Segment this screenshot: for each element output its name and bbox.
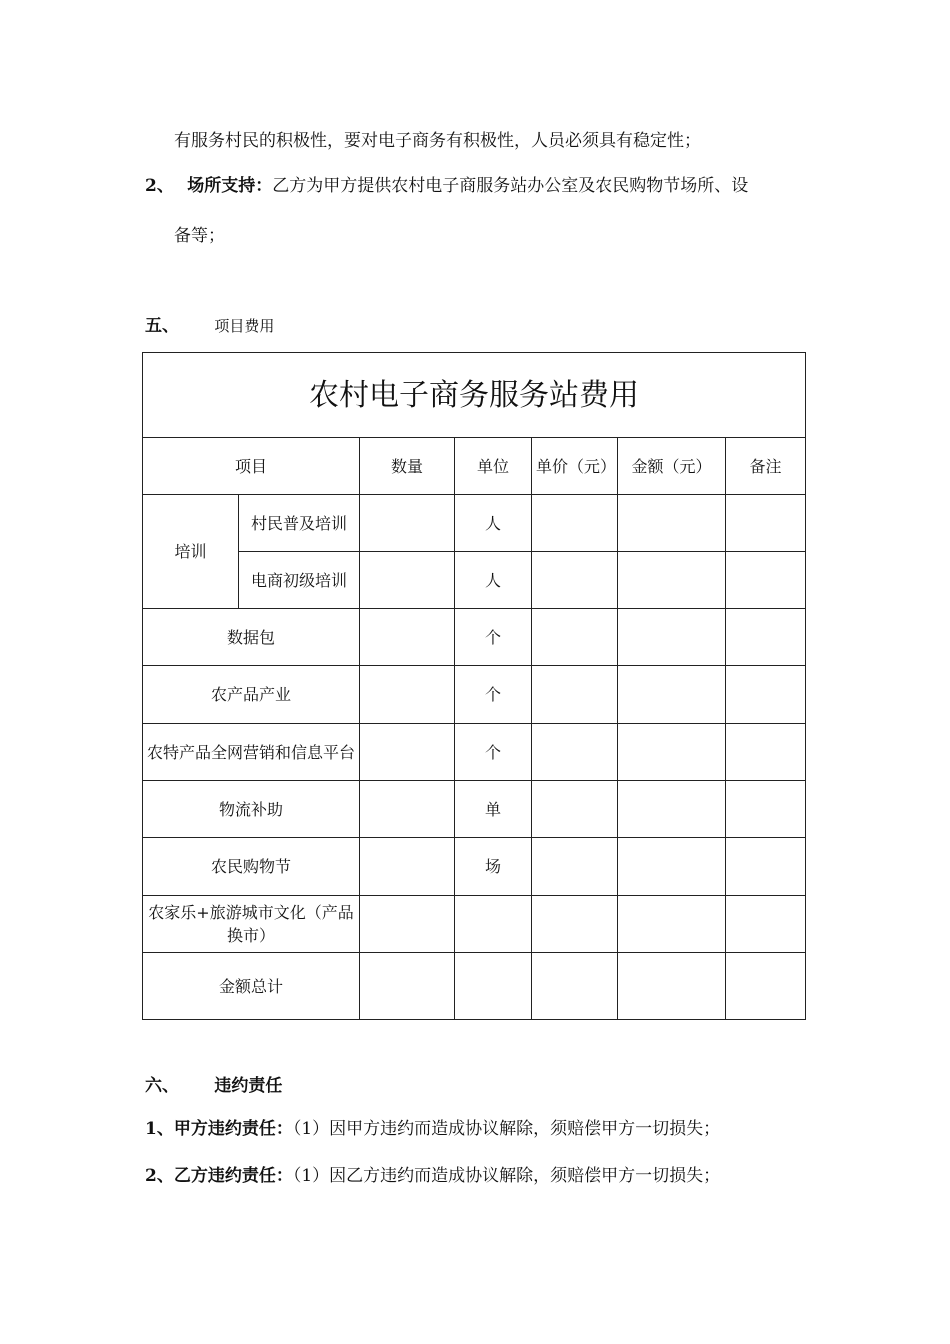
clause-party-b-liability bbox=[145, 1161, 720, 1186]
item-cell: 村民普及培训 bbox=[239, 495, 360, 552]
note-cell bbox=[726, 666, 806, 724]
unit-cell: 个 bbox=[455, 609, 532, 666]
table-row bbox=[143, 896, 806, 953]
unit-cell bbox=[455, 953, 532, 1020]
table-row bbox=[143, 609, 806, 666]
section-heading-6 bbox=[145, 1071, 282, 1096]
table-row bbox=[143, 838, 806, 896]
fee-table bbox=[142, 352, 806, 1020]
price-cell bbox=[532, 666, 618, 724]
table-row-total bbox=[143, 953, 806, 1020]
note-cell bbox=[726, 953, 806, 1020]
clause-text: （1）因甲方违约而造成协议解除，须赔偿甲方一切损失； bbox=[292, 1119, 721, 1139]
amount-cell bbox=[618, 552, 726, 609]
price-cell bbox=[532, 781, 618, 838]
clause-party-a-liability bbox=[145, 1114, 720, 1139]
unit-cell: 单 bbox=[455, 781, 532, 838]
section-heading-5 bbox=[145, 311, 274, 336]
clause-label: 2、乙方违约责任： bbox=[145, 1166, 293, 1186]
section-title: 项目费用 bbox=[214, 317, 275, 335]
list-text: 乙方为甲方提供农村电子商服务站办公室及农民购物节场所、设 bbox=[272, 176, 749, 196]
unit-cell: 个 bbox=[455, 724, 532, 781]
item-cell: 电商初级培训 bbox=[239, 552, 360, 609]
list-number: 2、 bbox=[145, 176, 174, 196]
price-cell bbox=[532, 552, 618, 609]
note-cell bbox=[726, 609, 806, 666]
header-note: 备注 bbox=[726, 438, 806, 495]
table-row bbox=[143, 552, 806, 609]
group-cell-training: 培训 bbox=[143, 495, 239, 609]
header-item: 项目 bbox=[143, 438, 360, 495]
list-item-venue-support bbox=[145, 171, 748, 196]
header-amount: 金额（元） bbox=[618, 438, 726, 495]
clause-label: 1、甲方违约责任： bbox=[145, 1119, 293, 1139]
qty-cell bbox=[360, 896, 455, 953]
price-cell bbox=[532, 953, 618, 1020]
note-cell bbox=[726, 781, 806, 838]
item-cell: 物流补助 bbox=[143, 781, 360, 838]
amount-cell bbox=[618, 838, 726, 896]
qty-cell bbox=[360, 781, 455, 838]
table-header-row bbox=[143, 438, 806, 495]
total-label-cell: 金额总计 bbox=[143, 953, 360, 1020]
table-title: 农村电子商务服务站费用 bbox=[143, 353, 806, 438]
note-cell bbox=[726, 724, 806, 781]
table-row bbox=[143, 781, 806, 838]
item-cell: 农特产品全网营销和信息平台 bbox=[143, 724, 360, 781]
table-title-row bbox=[143, 353, 806, 438]
clause-text: （1）因乙方违约而造成协议解除，须赔偿甲方一切损失； bbox=[292, 1166, 721, 1186]
qty-cell bbox=[360, 724, 455, 781]
note-cell bbox=[726, 495, 806, 552]
note-cell bbox=[726, 552, 806, 609]
unit-cell: 人 bbox=[455, 552, 532, 609]
price-cell bbox=[532, 609, 618, 666]
price-cell bbox=[532, 724, 618, 781]
qty-cell bbox=[360, 666, 455, 724]
item-cell: 农产品产业 bbox=[143, 666, 360, 724]
price-cell bbox=[532, 838, 618, 896]
unit-cell: 场 bbox=[455, 838, 532, 896]
unit-cell bbox=[455, 896, 532, 953]
amount-cell bbox=[618, 666, 726, 724]
qty-cell bbox=[360, 838, 455, 896]
section-title: 违约责任 bbox=[214, 1076, 283, 1096]
amount-cell bbox=[618, 781, 726, 838]
qty-cell bbox=[360, 953, 455, 1020]
unit-cell: 个 bbox=[455, 666, 532, 724]
amount-cell bbox=[618, 609, 726, 666]
item-cell: 农民购物节 bbox=[143, 838, 360, 896]
list-label: 场所支持： bbox=[187, 176, 273, 196]
paragraph-line: 有服务村民的积极性，要对电子商务有积极性，人员必须具有稳定性； bbox=[174, 131, 701, 151]
note-cell bbox=[726, 896, 806, 953]
list-item-continuation: 备等； bbox=[174, 226, 225, 246]
header-unit: 单位 bbox=[455, 438, 532, 495]
section-number: 六、 bbox=[145, 1076, 179, 1096]
item-cell: 农家乐+旅游城市文化（产品换市） bbox=[143, 896, 360, 953]
header-price: 单价（元） bbox=[532, 438, 618, 495]
note-cell bbox=[726, 838, 806, 896]
qty-cell bbox=[360, 552, 455, 609]
amount-cell bbox=[618, 724, 726, 781]
unit-cell: 人 bbox=[455, 495, 532, 552]
qty-cell bbox=[360, 609, 455, 666]
item-cell: 数据包 bbox=[143, 609, 360, 666]
table-row bbox=[143, 495, 806, 552]
amount-cell bbox=[618, 953, 726, 1020]
header-qty: 数量 bbox=[360, 438, 455, 495]
table-row bbox=[143, 666, 806, 724]
amount-cell bbox=[618, 896, 726, 953]
price-cell bbox=[532, 495, 618, 552]
section-number: 五、 bbox=[145, 316, 179, 336]
amount-cell bbox=[618, 495, 726, 552]
price-cell bbox=[532, 896, 618, 953]
table-row bbox=[143, 724, 806, 781]
qty-cell bbox=[360, 495, 455, 552]
